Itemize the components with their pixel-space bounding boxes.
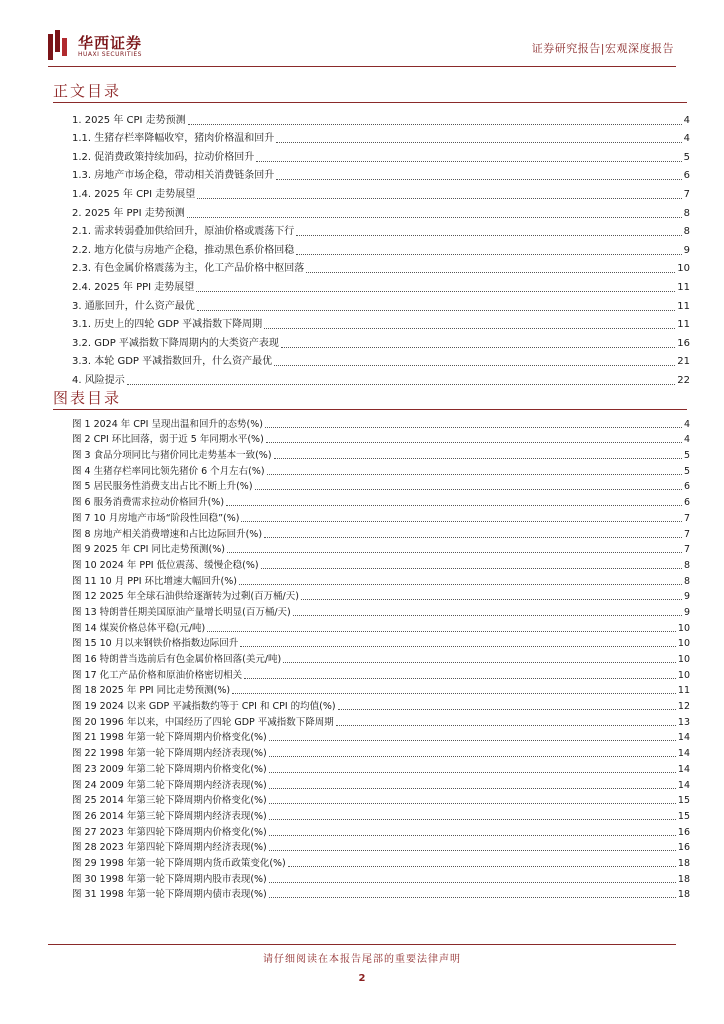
figure-entry-page: 12: [677, 701, 690, 713]
brand-name-en: HUAXI SECURITIES: [78, 51, 142, 58]
toc-entry-title: 1. 2025 年 CPI 走势预测: [72, 114, 186, 126]
figure-entry[interactable]: [72, 618, 690, 634]
figure-entry-title: 图 12 2025 年全球石油供给逐渐转为过剩(百万桶/天): [72, 591, 299, 603]
dot-leader: [207, 630, 676, 632]
toc-entry-title: 2.4. 2025 年 PPI 走势展望: [72, 281, 195, 293]
toc-entry-page: 8: [683, 207, 690, 219]
figure-entry-title: 图 18 2025 年 PPI 同比走势预测(%): [72, 685, 231, 697]
toc-entry-title: 2.3. 有色金属价格震荡为主，化工产品价格中枢回落: [72, 263, 305, 275]
figure-entry-page: 7: [683, 528, 690, 540]
toc-entry-page: 7: [683, 188, 690, 200]
toc-entry[interactable]: [72, 127, 690, 146]
toc-entry-title: 2.1. 需求转弱叠加供给回升，原油价格或震荡下行: [72, 226, 295, 238]
dot-leader: [196, 290, 675, 292]
figure-entry[interactable]: [72, 806, 690, 822]
toc-entry[interactable]: [72, 313, 690, 332]
figure-entry[interactable]: [72, 649, 690, 665]
dot-leader: [244, 677, 676, 679]
dot-leader: [288, 865, 676, 867]
toc-entry[interactable]: [72, 275, 690, 294]
figure-entry[interactable]: [72, 665, 690, 681]
figure-entry-title: 图 21 1998 年第一轮下降周期内价格变化(%): [72, 732, 267, 744]
figure-entry[interactable]: [72, 571, 690, 587]
figure-entry-title: 图 30 1998 年第一轮下降周期内股市表现(%): [72, 873, 267, 885]
toc-entry-page: 16: [677, 337, 690, 349]
toc-entry[interactable]: [72, 164, 690, 183]
figure-entry-page: 4: [683, 434, 690, 446]
figure-entry[interactable]: [72, 822, 690, 838]
figure-entry[interactable]: [72, 853, 690, 869]
dot-leader: [269, 787, 676, 789]
figure-entry-page: 6: [683, 481, 690, 493]
figure-entry[interactable]: [72, 540, 690, 556]
toc-entry-page: 22: [677, 374, 690, 386]
figure-toc-title: 图表目录: [53, 389, 122, 407]
dot-leader: [269, 818, 676, 820]
figure-entry[interactable]: [72, 445, 690, 461]
figure-entry[interactable]: [72, 712, 690, 728]
figure-entry[interactable]: [72, 791, 690, 807]
dot-leader: [274, 457, 682, 459]
dot-leader: [256, 160, 681, 162]
toc-entry[interactable]: [72, 145, 690, 164]
toc-entry-page: 4: [683, 114, 690, 126]
figure-entry-page: 6: [683, 497, 690, 509]
dot-leader: [336, 724, 676, 726]
toc-entry[interactable]: [72, 238, 690, 257]
figure-entry-page: 15: [677, 795, 690, 807]
toc-entry-title: 3. 通胀回升，什么资产最优: [72, 300, 195, 312]
figure-entry-page: 8: [683, 575, 690, 587]
dot-leader: [267, 473, 682, 475]
dot-leader: [266, 441, 682, 443]
figure-entry-page: 7: [683, 544, 690, 556]
figure-entry-title: 图 28 2023 年第四轮下降周期内经济表现(%): [72, 842, 267, 854]
toc-entry-page: 8: [683, 226, 690, 238]
dot-leader: [269, 739, 676, 741]
toc-entry-title: 3.1. 历史上的四轮 GDP 平减指数下降周期: [72, 319, 263, 331]
dot-leader: [187, 216, 682, 218]
toc-entry-title: 2.2. 地方化债与房地产企稳，推动黑色系价格回稳: [72, 244, 295, 256]
dot-leader: [241, 520, 681, 522]
figure-entry-page: 10: [677, 654, 690, 665]
figure-entry-page: 18: [677, 873, 690, 885]
main-toc-rule: [53, 102, 687, 103]
figure-entry-page: 16: [677, 842, 690, 854]
figure-entry-title: 图 23 2009 年第二轮下降周期内价格变化(%): [72, 763, 267, 775]
toc-entry[interactable]: [72, 108, 690, 127]
figure-entry-page: 18: [677, 889, 690, 901]
figure-entry-page: 9: [683, 591, 690, 603]
toc-entry-page: 9: [683, 244, 690, 256]
toc-entry[interactable]: [72, 201, 690, 220]
figure-entry[interactable]: [72, 775, 690, 791]
figure-entry[interactable]: [72, 869, 690, 885]
figure-entry[interactable]: [72, 461, 690, 477]
dot-leader: [261, 567, 682, 569]
figure-entry-title: 图 7 10 月房地产市场“阶段性回稳”(%): [72, 512, 240, 524]
toc-entry[interactable]: [72, 368, 690, 387]
toc-entry-page: 11: [677, 300, 690, 312]
figure-entry[interactable]: [72, 508, 690, 524]
toc-entry-page: 4: [683, 133, 690, 145]
figure-entry-page: 14: [677, 779, 690, 791]
figure-entry[interactable]: [72, 555, 690, 571]
toc-entry-title: 2. 2025 年 PPI 走势预测: [72, 207, 185, 219]
toc-entry[interactable]: [72, 294, 690, 313]
figure-entry-page: 4: [683, 418, 690, 430]
figure-entry-title: 图 27 2023 年第四轮下降周期内价格变化(%): [72, 826, 267, 838]
toc-entry-title: 1.1. 生猪存栏率降幅收窄，猪肉价格温和回升: [72, 133, 275, 145]
toc-entry-title: 3.3. 本轮 GDP 平减指数回升，什么资产最优: [72, 356, 273, 368]
figure-toc-list: [72, 414, 690, 900]
dot-leader: [296, 234, 681, 236]
figure-entry-title: 图 19 2024 以来 GDP 平减指数约等于 CPI 和 CPI 的均值(%): [72, 701, 336, 713]
dot-leader: [293, 614, 682, 616]
figure-entry[interactable]: [72, 602, 690, 618]
dot-leader: [240, 645, 676, 647]
figure-entry-page: 16: [677, 826, 690, 838]
figure-entry-title: 图 20 1996 年以来，中国经历了四轮 GDP 平减指数下降周期: [72, 716, 334, 728]
toc-entry[interactable]: [72, 220, 690, 239]
report-type: 证券研究报告|宏观深度报告: [531, 42, 674, 55]
figure-entry-title: 图 24 2009 年第二轮下降周期内经济表现(%): [72, 779, 267, 791]
figure-entry-title: 图 4 生猪存栏率同比领先猪价 6 个月左右(%): [72, 465, 265, 477]
dot-leader: [264, 536, 682, 538]
toc-entry-title: 3.2. GDP 平减指数下降周期内的大类资产表现: [72, 337, 279, 349]
main-toc-list: [72, 108, 690, 387]
page-header: [0, 0, 724, 72]
footer-divider: [48, 944, 676, 945]
figure-entry-page: 15: [677, 810, 690, 822]
dot-leader: [265, 426, 682, 428]
toc-entry-page: 10: [677, 263, 690, 275]
figure-entry-title: 图 26 2014 年第三轮下降周期内经济表现(%): [72, 810, 267, 822]
figure-entry[interactable]: [72, 743, 690, 759]
dot-leader: [269, 896, 676, 898]
dot-leader: [276, 178, 681, 180]
figure-entry-title: 图 17 化工产品价格和原油价格密切相关: [72, 669, 243, 681]
figure-entry-title: 图 16 特朗普当选前后有色金属价格回落(美元/吨): [72, 654, 282, 665]
huaxi-logo-icon: [48, 30, 68, 60]
toc-entry[interactable]: [72, 331, 690, 350]
figure-toc-rule: [53, 409, 687, 410]
dot-leader: [296, 253, 681, 255]
figure-entry-page: 11: [677, 685, 690, 697]
dot-leader: [232, 692, 676, 694]
toc-entry[interactable]: [72, 350, 690, 369]
figure-entry[interactable]: [72, 430, 690, 446]
toc-entry-page: 21: [677, 356, 690, 368]
figure-entry-page: 13: [677, 716, 690, 728]
dot-leader: [269, 834, 676, 836]
figure-entry-page: 9: [683, 606, 690, 618]
figure-entry-page: 5: [683, 450, 690, 462]
toc-entry[interactable]: [72, 182, 690, 201]
figure-entry-page: 14: [677, 732, 690, 744]
figure-entry-title: 图 3 食品分项同比与猪价同比走势基本一致(%): [72, 450, 272, 462]
dot-leader: [255, 488, 682, 490]
figure-entry-title: 图 25 2014 年第三轮下降周期内价格变化(%): [72, 795, 267, 807]
figure-entry[interactable]: [72, 587, 690, 603]
dot-leader: [281, 346, 675, 348]
dot-leader: [127, 383, 676, 385]
figure-entry-page: 10: [677, 669, 690, 681]
figure-entry-title: 图 22 1998 年第一轮下降周期内经济表现(%): [72, 748, 267, 760]
figure-entry[interactable]: [72, 728, 690, 744]
toc-entry-title: 1.3. 房地产市场企稳，带动相关消费链条回升: [72, 170, 275, 182]
figure-entry[interactable]: [72, 477, 690, 493]
figure-entry-title: 图 13 特朗普任期美国原油产量增长明显(百万桶/天): [72, 606, 291, 618]
toc-entry-title: 1.2. 促消费政策持续加码，拉动价格回升: [72, 151, 255, 163]
dot-leader: [276, 141, 681, 143]
legal-note: 请仔细阅读在本报告尾部的重要法律声明: [263, 954, 461, 965]
dot-leader: [338, 708, 676, 710]
dot-leader: [269, 881, 676, 883]
toc-entry-page: 6: [683, 170, 690, 182]
dot-leader: [269, 771, 676, 773]
dot-leader: [226, 504, 682, 506]
toc-entry-title: 1.4. 2025 年 CPI 走势展望: [72, 188, 196, 200]
figure-entry-title: 图 29 1998 年第一轮下降周期内货币政策变化(%): [72, 857, 286, 869]
toc-entry-page: 11: [677, 281, 690, 293]
figure-entry[interactable]: [72, 524, 690, 540]
figure-entry-title: 图 2 CPI 环比回落，弱于近 5 年同期水平(%): [72, 434, 264, 446]
figure-entry-page: 7: [683, 512, 690, 524]
dot-leader: [274, 364, 675, 366]
figure-entry[interactable]: [72, 838, 690, 854]
figure-entry[interactable]: [72, 492, 690, 508]
figure-entry[interactable]: [72, 414, 690, 430]
dot-leader: [239, 583, 682, 585]
figure-entry-title: 图 1 2024 年 CPI 呈现出温和回升的态势(%): [72, 418, 263, 430]
dot-leader: [188, 123, 682, 125]
figure-entry[interactable]: [72, 885, 690, 901]
dot-leader: [269, 849, 676, 851]
figure-entry-page: 18: [677, 857, 690, 869]
dot-leader: [301, 598, 682, 600]
dot-leader: [283, 661, 676, 663]
figure-entry-page: 14: [677, 763, 690, 775]
figure-entry[interactable]: [72, 696, 690, 712]
figure-entry-page: 8: [683, 559, 690, 571]
dot-leader: [269, 755, 676, 757]
figure-entry-title: 图 31 1998 年第一轮下降周期内债市表现(%): [72, 889, 267, 901]
figure-entry[interactable]: [72, 634, 690, 650]
figure-entry-title: 图 8 房地产相关消费增速和占比边际回升(%): [72, 528, 263, 540]
figure-entry-title: 图 10 2024 年 PPI 低位震荡、缓慢企稳(%): [72, 559, 259, 571]
figure-entry-title: 图 6 服务消费需求拉动价格回升(%): [72, 497, 225, 509]
figure-entry-page: 10: [677, 622, 690, 634]
dot-leader: [306, 271, 675, 273]
dot-leader: [197, 197, 681, 199]
toc-entry-page: 5: [683, 151, 690, 163]
dot-leader: [227, 551, 682, 553]
toc-entry[interactable]: [72, 257, 690, 276]
header-divider: [48, 66, 676, 67]
toc-entry-title: 4. 风险提示: [72, 374, 125, 386]
main-toc-title: 正文目录: [53, 82, 122, 100]
figure-entry-title: 图 11 10 月 PPI 环比增速大幅回升(%): [72, 575, 237, 587]
figure-entry-page: 10: [677, 638, 690, 650]
figure-entry[interactable]: [72, 759, 690, 775]
toc-entry-page: 11: [677, 319, 690, 331]
figure-entry-title: 图 15 10 月以来钢铁价格指数边际回升: [72, 638, 239, 650]
brand-name-cn: 华西证券: [78, 34, 143, 52]
dot-leader: [269, 802, 676, 804]
figure-entry-title: 图 5 居民服务性消费支出占比不断上升(%): [72, 481, 253, 493]
figure-entry[interactable]: [72, 681, 690, 697]
figure-entry-page: 14: [677, 748, 690, 760]
dot-leader: [197, 309, 676, 311]
figure-entry-title: 图 9 2025 年 CPI 同比走势预测(%): [72, 544, 225, 556]
dot-leader: [264, 327, 675, 329]
page-number: 2: [358, 973, 366, 984]
figure-entry-page: 5: [683, 465, 690, 477]
figure-entry-title: 图 14 煤炭价格总体平稳(元/吨): [72, 622, 206, 634]
